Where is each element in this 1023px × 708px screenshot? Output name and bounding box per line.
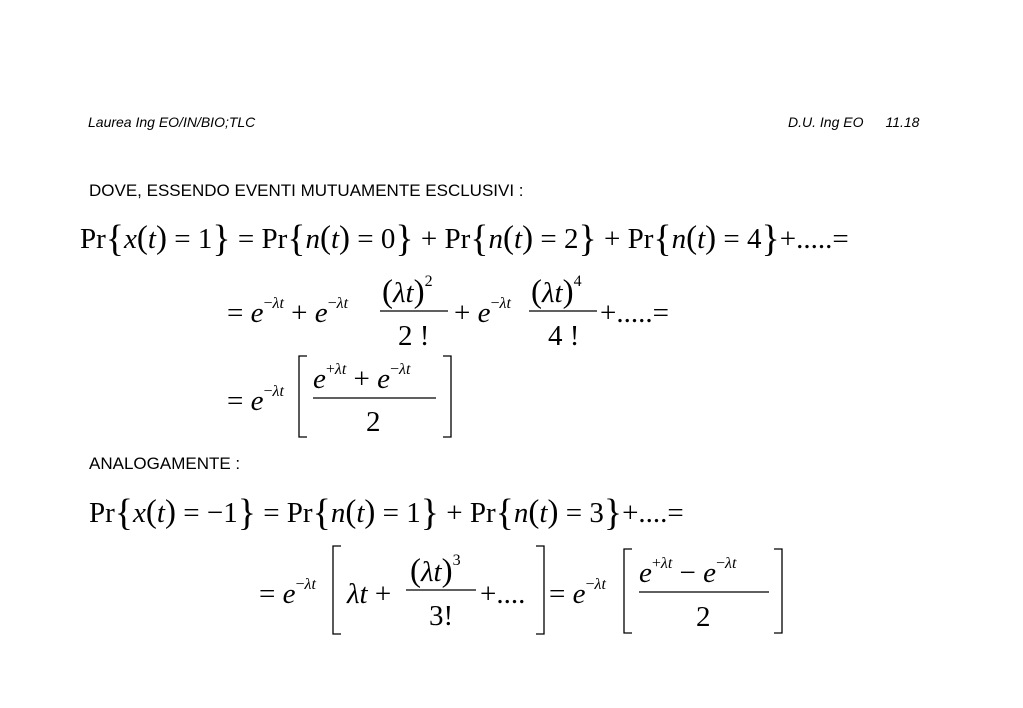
eq1-line2-start: = $e^{-\lambda t} + e^{-\lambda t}$	[227, 295, 349, 329]
right-bracket	[774, 549, 782, 633]
fraction-lambda-t-cubed-num: $(\lambda t)^3$	[410, 552, 461, 589]
right-bracket	[443, 356, 451, 437]
equation-2	[89, 492, 782, 634]
fraction-denominator-2: 2	[366, 406, 381, 438]
fraction-sinh-num: $e^{+\lambda t} - e^{-\lambda t}$	[639, 555, 737, 589]
equation-1	[80, 218, 849, 438]
left-bracket	[333, 546, 341, 634]
fraction-denominator-2: 2	[696, 601, 711, 633]
fraction-cosh-num: $e^{+\lambda t} + e^{-\lambda t}$	[313, 361, 411, 395]
eq2-line2-start: = $e^{-\lambda t}$	[259, 576, 316, 610]
fraction-3-factorial: 3!	[429, 600, 454, 632]
eq1-line1: Pr{x(t) = 1} = Pr{n(t) = 0} + Pr{n(t) = 2} + Pr{n(t) = 4}+.....=	[80, 218, 849, 260]
header-course-left: Laurea Ing EO/IN/BIO;TLC	[88, 114, 256, 130]
right-bracket	[536, 546, 544, 634]
eq2-line2-mid: = $e^{-\lambda t}$	[549, 576, 606, 610]
section1-label: DOVE, ESSENDO EVENTI MUTUAMENTE ESCLUSIVI :	[89, 181, 524, 200]
fraction-lambda-t-squared-num: $(\lambda t)^2$	[382, 273, 433, 310]
eq1-line2-mid: + $e^{-\lambda t}$	[454, 295, 511, 329]
left-bracket	[624, 549, 632, 633]
fraction-lambda-t-fourth-num: $(\lambda t)^4$	[531, 273, 582, 310]
fraction-2-factorial: 2 !	[398, 320, 430, 352]
ellipsis-term: +....	[480, 578, 526, 610]
eq1-line3-start: = $e^{-\lambda t}$	[227, 383, 284, 417]
lambda-t-term: λt +	[347, 578, 392, 610]
fraction-4-factorial: 4 !	[548, 320, 580, 352]
eq1-line2-end: +.....=	[600, 297, 669, 329]
left-bracket	[299, 356, 307, 437]
section2-label: ANALOGAMENTE :	[89, 454, 241, 473]
header-course-code: D.U. Ing EO	[788, 114, 864, 130]
page-number: 11.18	[885, 114, 920, 130]
eq2-line1: Pr{x(t) = −1} = Pr{n(t) = 1} + Pr{n(t) = 3}+....=	[89, 492, 684, 534]
